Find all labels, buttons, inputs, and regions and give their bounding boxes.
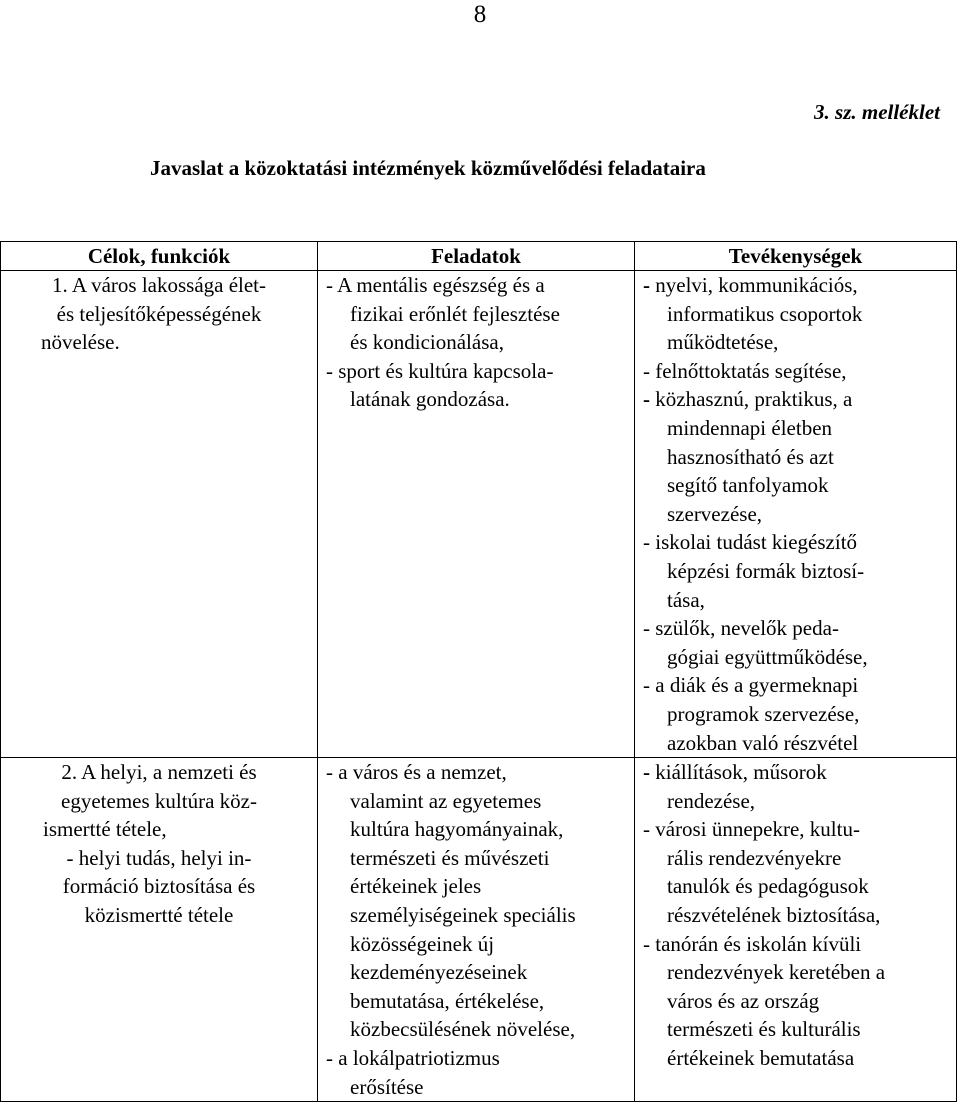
cell-line: rendezvények keretében a: [667, 960, 886, 985]
annex-label: 3. sz. melléklet: [814, 100, 940, 124]
cell-line: növelése.: [41, 330, 120, 355]
document-title: Javaslat a közoktatási intézmények közművelődési feladataira: [150, 156, 706, 180]
cell-line: - a város és a nemzet,: [326, 760, 507, 785]
cell-line: természeti és művészeti: [350, 845, 550, 870]
tasks-cell: [318, 758, 635, 1102]
cell-line: értékeinek jeles: [350, 874, 482, 899]
header-tasks: Feladatok: [318, 242, 635, 271]
cell-line: részvételének biztosítása,: [667, 903, 881, 928]
cell-line: közbecsülésének növelése,: [350, 1017, 576, 1042]
table-row: [1, 758, 957, 1102]
table-row: [1, 271, 957, 758]
cell-line: mindennapi életben: [667, 415, 833, 440]
cell-line: közismertté tétele: [84, 903, 234, 928]
cell-line: személyiségeinek speciális: [350, 903, 576, 928]
cell-line: valamint az egyetemes: [350, 788, 542, 813]
cell-line: és kondicionálása,: [350, 330, 504, 355]
cell-line: működtetése,: [667, 330, 779, 355]
cell-line: - kiállítások, műsorok: [643, 760, 827, 785]
cell-line: szervezése,: [667, 501, 763, 526]
cell-line: erősítése: [350, 1074, 424, 1099]
cell-line: képzési formák biztosí-: [667, 558, 865, 583]
cell-line: - szülők, nevelők peda-: [643, 616, 839, 641]
tasks-cell: [318, 271, 635, 758]
cell-line: segítő tanfolyamok: [667, 473, 829, 498]
cell-line: és teljesítőképességének: [56, 301, 262, 326]
cell-line: természeti és kulturális: [667, 1017, 861, 1042]
cell-line: 1. A város lakossága élet-: [51, 273, 267, 297]
cell-line: - tanórán és iskolán kívüli: [643, 931, 862, 956]
header-goals: Célok, funkciók: [1, 242, 318, 271]
cell-line: értékeinek bemutatása: [667, 1046, 855, 1071]
cell-line: - nyelvi, kommunikációs,: [643, 273, 858, 297]
cell-line: kezdeményezéseinek: [350, 960, 528, 985]
cell-line: - a lokálpatriotizmus: [326, 1046, 500, 1071]
cell-line: rendezése,: [667, 788, 756, 813]
cell-line: - iskolai tudást kiegészítő: [643, 530, 858, 555]
cell-line: latának gondozása.: [350, 387, 510, 412]
cell-line: tása,: [667, 587, 705, 612]
cell-line: formáció biztosítása és: [62, 874, 256, 899]
cell-line: informatikus csoportok: [667, 301, 863, 326]
cell-line: közösségeinek új: [350, 931, 495, 956]
cell-line: fizikai erőnlét fejlesztése: [350, 301, 560, 326]
cell-line: - felnőttoktatás segítése,: [643, 358, 847, 383]
goals-cell: [1, 758, 318, 1102]
goals-cell: [1, 271, 318, 758]
cell-line: 2. A helyi, a nemzeti és: [61, 760, 257, 785]
activities-cell: [635, 271, 957, 758]
cell-line: város és az ország: [667, 988, 820, 1013]
cell-line: gógiai együttműködése,: [667, 644, 868, 669]
cell-line: ismertté tétele,: [43, 817, 167, 842]
tasks-table: [0, 241, 957, 1102]
cell-line: - A mentális egészség és a: [326, 273, 545, 297]
cell-line: - helyi tudás, helyi in-: [66, 845, 252, 870]
cell-line: rális rendezvényekre: [667, 845, 842, 870]
cell-line: azokban való részvétel: [667, 730, 859, 755]
cell-line: - a diák és a gyermeknapi: [643, 673, 859, 698]
page-number: 8: [473, 1, 487, 28]
cell-line: - közhasznú, praktikus, a: [643, 387, 853, 412]
cell-line: tanulók és pedagógusok: [667, 874, 869, 899]
header-activities: Tevékenységek: [635, 242, 957, 271]
cell-line: kultúra hagyományainak,: [350, 817, 564, 842]
cell-line: - sport és kultúra kapcsola-: [326, 358, 554, 383]
cell-line: hasznosítható és azt: [667, 444, 834, 469]
cell-line: - városi ünnepekre, kultu-: [643, 817, 860, 842]
activities-cell: [635, 758, 957, 1102]
cell-line: bemutatása, értékelése,: [350, 988, 545, 1013]
cell-line: egyetemes kultúra köz-: [61, 788, 257, 813]
table-header-row: [1, 242, 957, 271]
cell-line: programok szervezése,: [667, 701, 860, 726]
